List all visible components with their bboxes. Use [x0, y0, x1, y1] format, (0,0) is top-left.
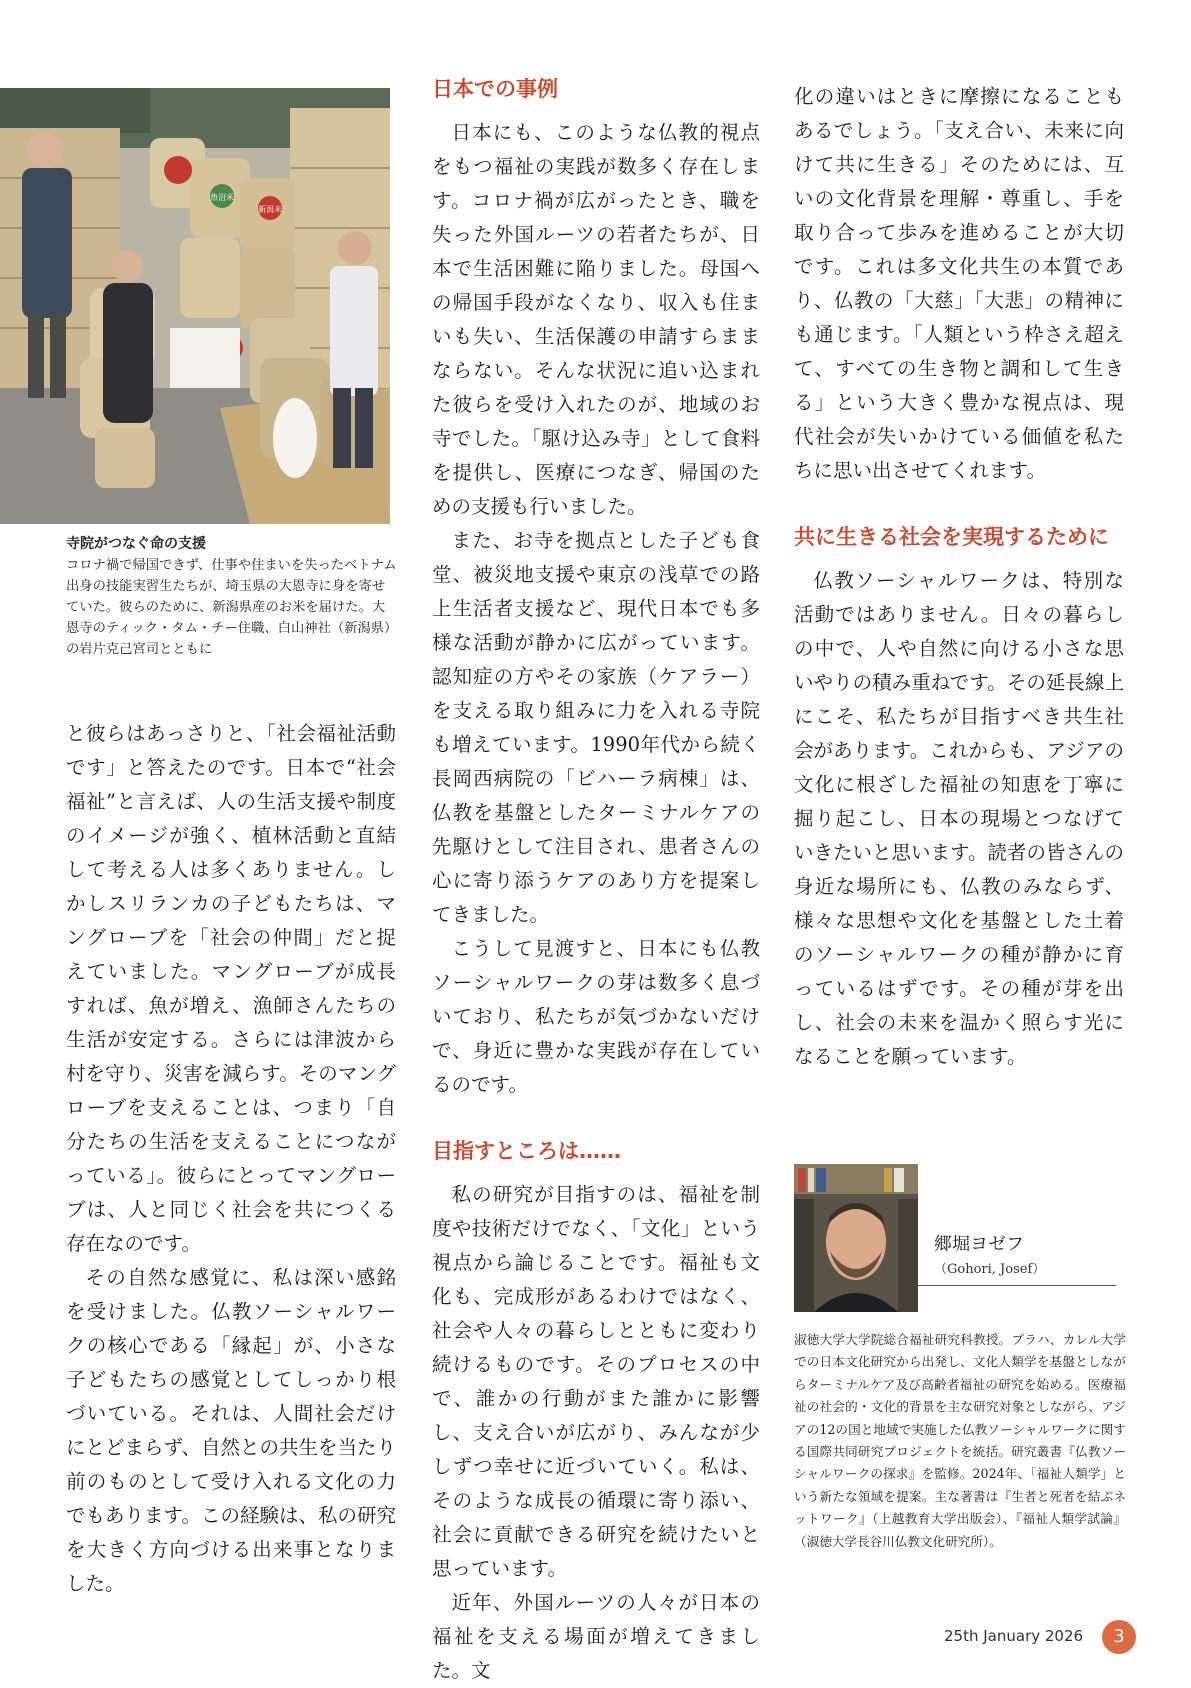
- column-3: [794, 80, 1124, 1074]
- section-heading-goal: 目指すところは……: [432, 1139, 621, 1163]
- divider: [918, 1285, 1116, 1286]
- body-paragraph: その自然な感覚に、私は深い感銘を受けました。仏教ソーシャルワークの核心である「縁起」が、小さな子どもたちの感覚としてしっかり根づいている。それは、人間社会だけにとどまらず、自然との共生を当たり前のものとして受け入れる文化の力でもあります。この経験は、私の研究を大きく方向づける出来事となりました。: [66, 1266, 396, 1595]
- author-bio: 淑徳大学大学院総合福祉研究科教授。プラハ、カレル大学での日本文化研究から出発し、文化人類学を基盤としながらターミナルケア及び高齢者福祉の研究を始める。医療福祉の社会的・文化的背景を主な研究対象としながら、アジアの12の国と地域で実施した仏教ソーシャルワークに関する国際共同研究プロジェクトを統括。研究叢書『仏教ソーシャルワークの探求』を監修。2024年、「福祉人類学」という新たな領域を提案。主な著書は『生者と死者を結ぶネットワーク』（上越教育大学出版会）、『福祉人類学試論』（淑徳大学長谷川仏教文化研究所）。: [794, 1332, 1126, 1549]
- caption-body: コロナ禍で帰国できず、仕事や住まいを失ったベトナム出身の技能実習生たちが、埼玉県の大恩寺に身を寄せていた。彼らのために、新潟県産のお米を届けた。大恩寺のティック・タム・チー住職、白山神社（新潟県）の岩片克己宮司とともに: [66, 558, 398, 657]
- author-name-roman: （Gohori, Josef）: [934, 1262, 1046, 1277]
- column-2: [432, 74, 760, 1688]
- body-paragraph: 日本にも、このような仏教的視点をもつ福祉の実践が数多く存在します。コロナ禍が広がったとき、職を失った外国ルーツの若者たちが、日本で生活困難に陥りました。母国への帰国手段がなくなり、収入も住まいも失い、生活保護の申請すらままならない。そんな状況に追い込まれた彼らを受け入れたのが、地域のお寺でした。「駆け込み寺」として食料を提供し、医療につなぎ、帰国のための支援も行いました。: [432, 121, 760, 518]
- author-name: 郷堀ヨゼフ: [934, 1234, 1024, 1255]
- body-paragraph: 近年、外国ルーツの人々が日本の福祉を支える場面が増えてきました。文: [432, 1591, 760, 1682]
- rice-bag-label: 新潟米: [258, 205, 282, 214]
- page-number-badge: 3: [1102, 1620, 1136, 1654]
- body-paragraph: こうして見渡すと、日本にも仏教ソーシャルワークの芽は数多く息づいており、私たちが気づかないだけで、身近に豊かな実践が存在しているのです。: [432, 937, 760, 1096]
- issue-date: 25th January 2026: [944, 1627, 1084, 1645]
- section-heading-together: 共に生きる社会を実現するために: [794, 525, 1109, 549]
- body-paragraph: 私の研究が目指すのは、福祉を制度や技術だけでなく、「文化」という視点から論じることです。福祉も文化も、完成形があるわけではなく、社会や人々の暮らしとともに変わり続けるものです。そのプロセスの中で、誰かの行動がまた誰かに影響し、支え合いが広がり、みんなが少しずつ幸せに近づいていく。私は、そのような成長の循環に寄り添い、社会に貢献できる研究を続けたいと思っています。: [432, 1183, 760, 1580]
- body-paragraph: また、お寺を拠点とした子ども食堂、被災地支援や東京の浅草での路上生活者支援など、現代日本でも多様な活動が静かに広がっています。認知症の方やその家族（ケアラー）を支える取り組みに力を入れる寺院も増えています。1990年代から続く長岡西病院の「ビハーラ病棟」は、仏教を基盤としたターミナルケアの先駆けとして注目され、患者さんの心に寄り添うケアのあり方を提案してきました。: [432, 529, 760, 926]
- rice-bag-label: 魚沼米: [210, 193, 234, 202]
- section-heading-japan: 日本での事例: [432, 77, 558, 101]
- caption-title: 寺院がつなぐ命の支援: [66, 536, 206, 552]
- body-paragraph: 化の違いはときに摩擦になることもあるでしょう。「支え合い、未来に向けて共に生きる」そのためには、互いの文化背景を理解・尊重し、手を取り合って歩みを進めることが大切です。これは多文化共生の本質であり、仏教の「大慈」「大悲」の精神にも通じます。「人類という枠さえ超えて、すべての生き物と調和して生きる」という大きく豊かな視点は、現代社会が失いかけている価値を私たちに思い出させてくれます。: [794, 85, 1124, 482]
- column-1: [66, 717, 396, 1601]
- body-paragraph: 仏教ソーシャルワークは、特別な活動ではありません。日々の暮らしの中で、人や自然に向ける小さな思いやりの積み重ねです。その延長線上にこそ、私たちが目指すべき共生社会があります。これからも、アジアの文化に根ざした福祉の知恵を丁寧に掘り起こし、日本の現場とつなげていきたいと思います。読者の皆さんの身近な場所にも、仏教のみならず、様々な思想や文化を基盤とした土着のソーシャルワークの種が静かに育っているはずです。その種が芽を出し、社会の未来を温かく照らす光になることを願っています。: [794, 569, 1124, 1068]
- author-portrait: [794, 1164, 918, 1312]
- body-paragraph: と彼らはあっさりと、「社会福祉活動です」と答えたのです。日本で“社会福祉”と言えば、人の生活支援や制度のイメージが強く、植林活動と直結して考える人は多くありません。しかしスリランカの子どもたちは、マングローブを「社会の仲間」だと捉えていました。マングローブが成長すれば、魚が増え、漁師さんたちの生活が安定する。さらには津波から村を守り、災害を減らす。そのマングローブを支えることは、つまり「自分たちの生活を支えることにつながっている」。彼らにとってマングローブは、人と同じく社会を共につくる存在なのです。: [66, 722, 396, 1255]
- temple-rice-photo: [0, 88, 390, 524]
- photo-caption: [66, 534, 398, 660]
